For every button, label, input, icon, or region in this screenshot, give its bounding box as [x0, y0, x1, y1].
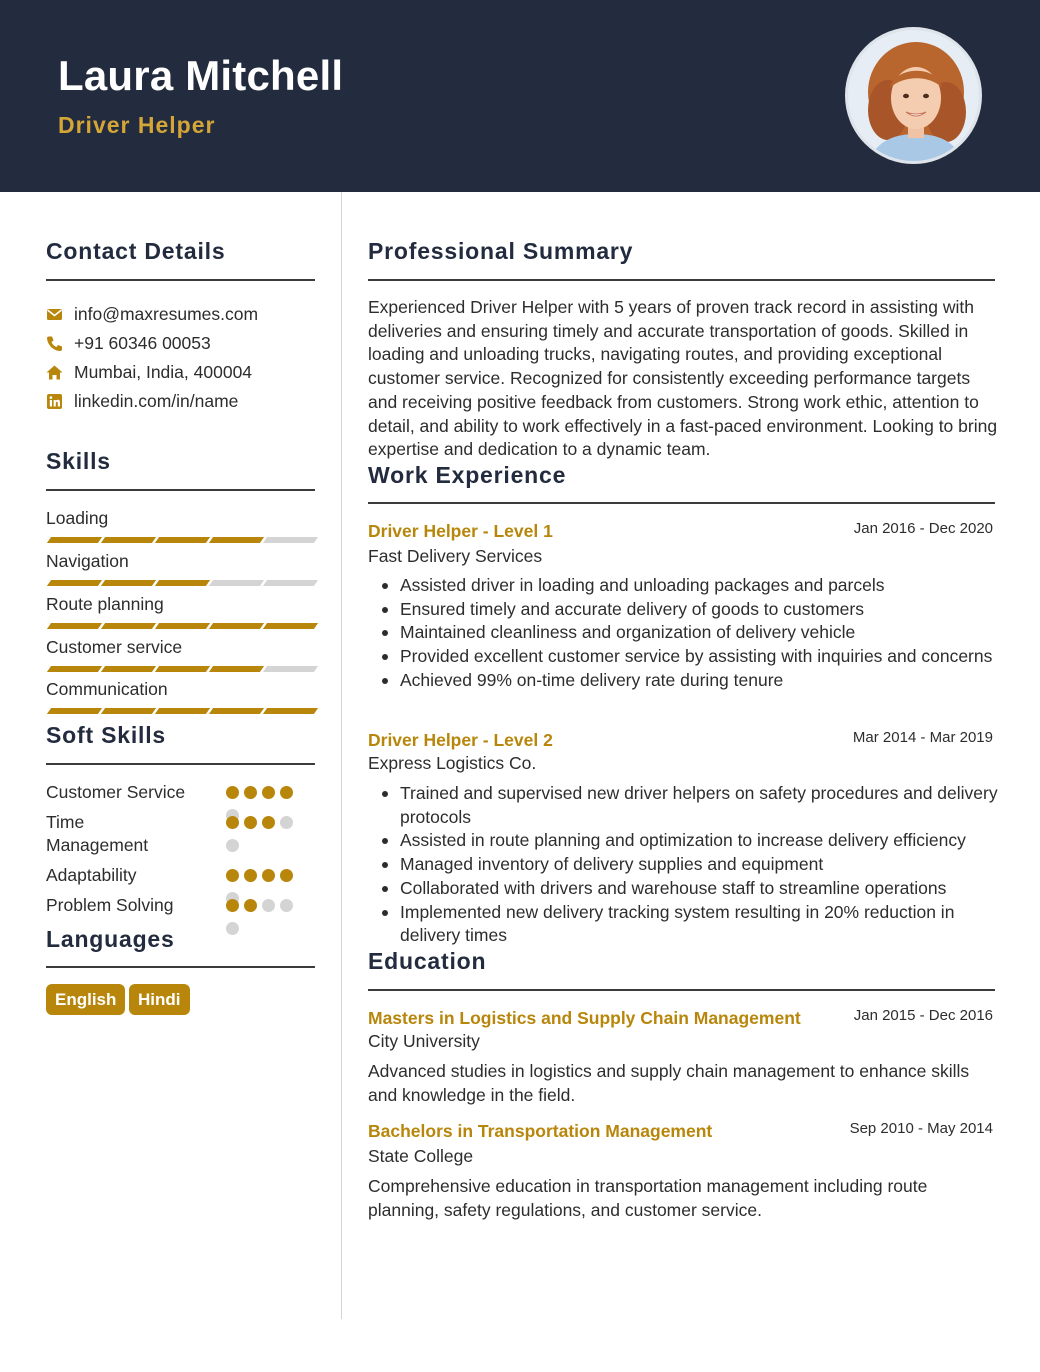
job-title: Driver Helper - Level 2: [368, 730, 553, 750]
rating-dot: [226, 899, 239, 912]
skill-bar-segment: [155, 580, 210, 586]
column-divider: [341, 192, 342, 1319]
degree-description: Comprehensive education in transportation management including route planning, safety regulations, and customer service.: [368, 1176, 928, 1220]
degree-title: Masters in Logistics and Supply Chain Management: [368, 1008, 801, 1028]
job-bullets: [368, 782, 998, 948]
skill-bar: [46, 708, 314, 714]
summary-section-rule: [368, 279, 995, 281]
summary-text: Experienced Driver Helper with 5 years of proven track record in assisting with deliveries and ensuring timely and accurate transportation of goods. Skilled in loading and unloading trucks, navigating routes, and providing exceptional customer service. Recognized for consistently exceeding performance targets and receiving positive feedback from customers. Strong work ethic, attention to detail, and ability to work effectively in a fast-paced environment. Looking to bring expertise and dedication to a dynamic team.: [368, 297, 998, 460]
education-section-title: Education: [368, 948, 487, 974]
contact-phone-text: +91 60346 00053: [74, 332, 211, 353]
soft-skill-label: Adaptability: [46, 865, 137, 885]
job-date: Mar 2014 - Mar 2019: [852, 729, 993, 746]
home-icon: [46, 364, 63, 381]
skill-bar-segment: [263, 666, 318, 672]
contact-phone[interactable]: [46, 331, 211, 355]
rating-dot: [262, 899, 275, 912]
rating-dot: [244, 899, 257, 912]
contact-address: [46, 360, 252, 384]
contact-email-text: info@maxresumes.com: [74, 303, 259, 324]
contact-linkedin-text: linkedin.com/in/name: [74, 390, 239, 411]
skill-bar-segment: [155, 537, 210, 543]
school-name: City University: [368, 1031, 480, 1051]
skill-bar-segment: [155, 666, 210, 672]
job-bullets: [368, 574, 998, 693]
rating-dot: [262, 816, 275, 829]
job-title: Driver Helper - Level 1: [368, 521, 553, 541]
degree-date: Sep 2010 - May 2014: [849, 1120, 993, 1137]
skill-bar-segment: [101, 708, 156, 714]
skill-label: Loading: [46, 508, 109, 528]
soft-skill-label: Time Management: [46, 812, 149, 855]
job-bullet: Collaborated with drivers and warehouse staff to streamline operations: [368, 877, 998, 901]
rating-dot: [226, 816, 239, 829]
contact-section-title: Contact Details: [46, 238, 226, 264]
degree-date: Jan 2015 - Dec 2016: [853, 1007, 993, 1024]
job-bullet: Assisted driver in loading and unloading packages and parcels: [368, 574, 998, 598]
skill-bar-segment: [209, 580, 264, 586]
skill-label: Navigation: [46, 551, 129, 571]
candidate-name: Laura Mitchell: [58, 52, 344, 99]
languages-section-title: Languages: [46, 926, 175, 952]
degree-title: Bachelors in Transportation Management: [368, 1121, 713, 1141]
skill-bar-segment: [47, 580, 102, 586]
job-company: Express Logistics Co.: [368, 753, 537, 773]
soft-skill-label: Customer Service: [46, 782, 186, 802]
skill-bar-segment: [47, 623, 102, 629]
skill-bar-segment: [263, 580, 318, 586]
skill-bar-segment: [101, 666, 156, 672]
skill-bar-segment: [101, 623, 156, 629]
rating-dot: [244, 786, 257, 799]
skills-section-title: Skills: [46, 448, 111, 474]
job-date: Jan 2016 - Dec 2020: [853, 520, 993, 537]
language-badge: Hindi: [129, 984, 190, 1015]
rating-dot: [280, 816, 293, 829]
skill-bar-segment: [209, 666, 264, 672]
skill-label: Route planning: [46, 594, 164, 614]
rating-dot: [226, 922, 239, 935]
rating-dot: [226, 839, 239, 852]
education-section-rule: [368, 989, 995, 991]
rating-dot: [280, 869, 293, 882]
soft-skills-section-rule: [46, 763, 315, 765]
job-bullet: Trained and supervised new driver helpers on safety procedures and delivery protocols: [368, 782, 998, 829]
rating-dot: [262, 869, 275, 882]
phone-icon: [46, 335, 63, 352]
job-bullet: Managed inventory of delivery supplies and equipment: [368, 853, 998, 877]
skill-bar: [46, 580, 314, 586]
rating-dot: [226, 869, 239, 882]
job-bullet: Maintained cleanliness and organization of delivery vehicle: [368, 621, 998, 645]
contact-section-rule: [46, 279, 315, 281]
profile-photo: [845, 27, 982, 164]
experience-section-title: Work Experience: [368, 462, 567, 488]
skill-bar-segment: [101, 537, 156, 543]
skill-label: Communication: [46, 679, 168, 699]
skill-bar-segment: [155, 623, 210, 629]
skill-label: Customer service: [46, 637, 183, 657]
contact-email[interactable]: [46, 302, 258, 326]
school-name: State College: [368, 1146, 474, 1166]
rating-dot: [262, 786, 275, 799]
skill-bar-segment: [263, 623, 318, 629]
skill-bar-segment: [209, 623, 264, 629]
soft-skill-label: Problem Solving: [46, 895, 174, 915]
soft-skills-section-title: Soft Skills: [46, 722, 166, 748]
rating-dot: [280, 899, 293, 912]
skill-bar-segment: [47, 666, 102, 672]
languages-section-rule: [46, 966, 315, 968]
summary-section-title: Professional Summary: [368, 238, 634, 264]
contact-address-text: Mumbai, India, 400004: [74, 361, 253, 382]
language-badge: English: [46, 984, 125, 1015]
experience-section-rule: [368, 502, 995, 504]
contact-linkedin[interactable]: [46, 389, 238, 413]
job-bullet: Assisted in route planning and optimization to increase delivery efficiency: [368, 829, 998, 853]
skill-bar: [46, 537, 314, 543]
skill-bar-segment: [209, 708, 264, 714]
skill-bar-segment: [101, 580, 156, 586]
skills-section-rule: [46, 489, 315, 491]
profile-photo-illustration: [848, 30, 982, 164]
rating-dot: [226, 786, 239, 799]
job-bullet: Ensured timely and accurate delivery of goods to customers: [368, 598, 998, 622]
skill-bar: [46, 666, 314, 672]
skill-bar-segment: [263, 708, 318, 714]
job-company: Fast Delivery Services: [368, 546, 543, 566]
degree-description: Advanced studies in logistics and supply chain management to enhance skills and knowledge in the field.: [368, 1061, 970, 1105]
skill-bar-segment: [155, 708, 210, 714]
job-bullet: Achieved 99% on-time delivery rate during tenure: [368, 669, 998, 693]
header-banner: [0, 0, 1040, 192]
skill-bar-segment: [209, 537, 264, 543]
skill-bar-segment: [263, 537, 318, 543]
rating-dot: [244, 869, 257, 882]
skill-bar-segment: [47, 537, 102, 543]
candidate-role: Driver Helper: [58, 112, 216, 138]
skill-bar: [46, 623, 314, 629]
job-bullet: Provided excellent customer service by assisting with inquiries and concerns: [368, 645, 998, 669]
skill-bar-segment: [47, 708, 102, 714]
job-bullet: Implemented new delivery tracking system resulting in 20% reduction in delivery times: [368, 901, 998, 948]
envelope-icon: [46, 306, 63, 323]
linkedin-icon: [46, 393, 63, 410]
rating-dot: [244, 816, 257, 829]
rating-dot: [280, 786, 293, 799]
